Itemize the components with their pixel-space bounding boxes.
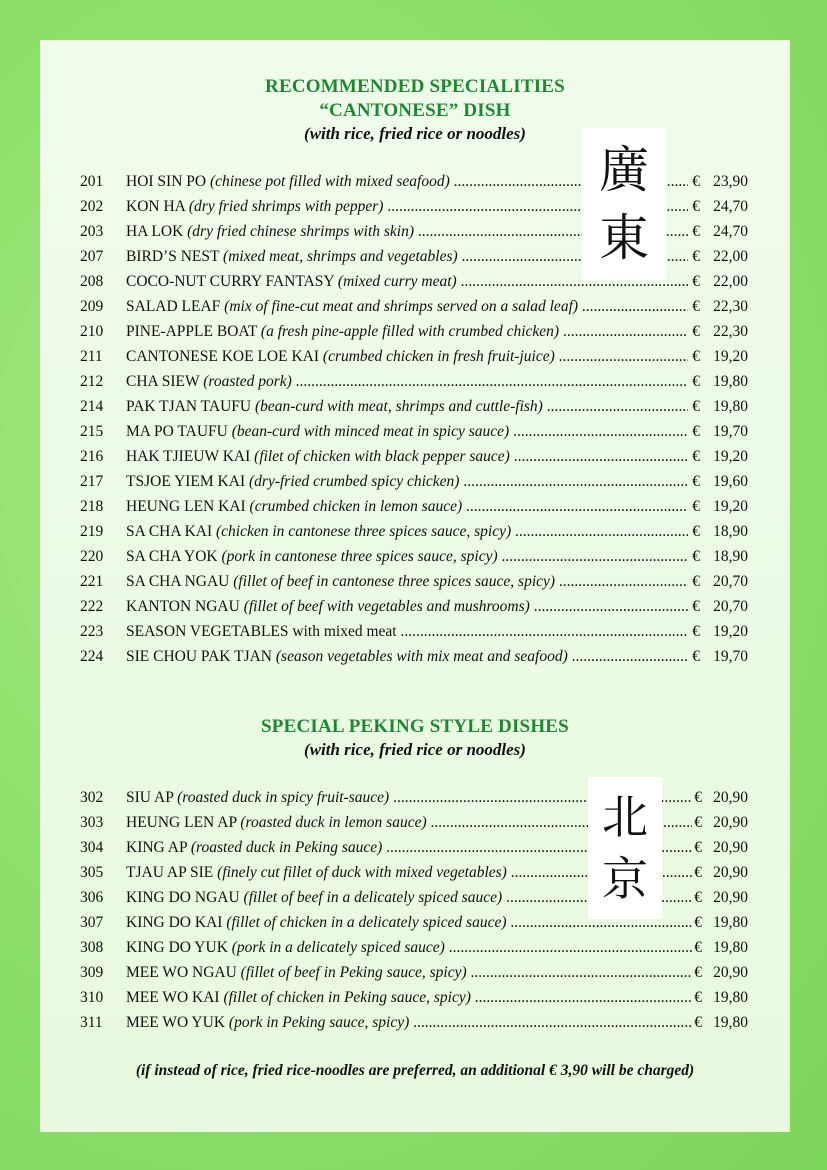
item-number: 305 (80, 864, 104, 881)
item-name: SIU AP (126, 789, 174, 806)
item-description: (dry fried shrimps with pepper) (188, 198, 384, 215)
item-price: 19,20 (713, 498, 748, 515)
menu-item-row (80, 423, 748, 445)
currency-symbol: € (692, 348, 700, 365)
item-line (126, 598, 688, 616)
item-price: 20,90 (713, 864, 748, 881)
chinese-char-bei: 北 (602, 790, 648, 844)
currency-symbol: € (692, 173, 700, 190)
item-line (126, 573, 688, 591)
item-price: 20,90 (713, 789, 748, 806)
item-description: (season vegetables with mix meat and seafood) (275, 648, 568, 665)
item-line (126, 423, 688, 441)
item-number: 223 (80, 623, 104, 640)
item-description: (mix of fine-cut meat and shrimps served on a salad leaf) (224, 298, 579, 315)
item-description: (pork in Peking sauce, spicy) (228, 1014, 410, 1031)
section1-title-line2: “CANTONESE” DISH (319, 100, 511, 121)
item-number: 211 (80, 348, 103, 365)
currency-symbol: € (692, 573, 700, 590)
item-description: (roasted duck in spicy fruit-sauce) (177, 789, 390, 806)
item-name: HOI SIN PO (126, 173, 207, 190)
menu-item-row (80, 523, 748, 545)
item-description: (roasted duck in Peking sauce) (190, 839, 383, 856)
currency-symbol: € (692, 448, 700, 465)
item-price: 22,30 (713, 298, 748, 315)
item-name: MEE WO NGAU (126, 964, 237, 981)
item-description: (chicken in cantonese three spices sauce, spicy) (216, 523, 512, 540)
item-number: 209 (80, 298, 104, 315)
item-number: 214 (80, 398, 104, 415)
item-description: (finely cut fillet of duck with mixed vegetables) (217, 864, 507, 881)
item-description: (fillet of chicken in a delicately spiced sauce) (226, 914, 507, 931)
item-name: MEE WO YUK (126, 1014, 226, 1031)
peking-chinese-characters (588, 777, 662, 919)
menu-item-row (80, 1014, 748, 1036)
item-name: HEUNG LEN AP (126, 814, 237, 831)
item-description: (roasted pork) (203, 373, 292, 390)
menu-item-row (80, 548, 748, 570)
menu-item-row (80, 498, 748, 520)
item-price: 19,20 (713, 623, 748, 640)
menu-item-row (80, 348, 748, 370)
item-line (126, 939, 692, 957)
item-line (126, 348, 688, 366)
item-number: 304 (80, 839, 104, 856)
item-price: 19,80 (713, 989, 748, 1006)
currency-symbol: € (694, 814, 702, 831)
item-description: (crumbed chicken in fresh fruit-juice) (322, 348, 555, 365)
currency-symbol: € (694, 889, 702, 906)
menu-item-row (80, 298, 748, 320)
item-number: 222 (80, 598, 104, 615)
item-number: 202 (80, 198, 104, 215)
item-line (126, 498, 688, 516)
item-line (126, 473, 688, 491)
item-number: 207 (80, 248, 104, 265)
item-name: KANTON NGAU (126, 598, 240, 615)
item-line (126, 623, 688, 641)
currency-symbol: € (692, 473, 700, 490)
item-line (126, 964, 692, 982)
item-number: 201 (80, 173, 104, 190)
item-line (126, 548, 688, 566)
item-line (126, 323, 688, 341)
item-number: 218 (80, 498, 104, 515)
item-price: 19,80 (713, 373, 748, 390)
section2-subtitle: (with rice, fried rice or noodles) (304, 740, 526, 759)
item-line (126, 448, 688, 466)
item-number: 310 (80, 989, 104, 1006)
item-name: KING DO NGAU (126, 889, 240, 906)
item-name: HEUNG LEN KAI (126, 498, 246, 515)
item-name: KON HA (126, 198, 185, 215)
item-number: 208 (80, 273, 104, 290)
item-price: 22,00 (713, 248, 748, 265)
item-name: KING DO YUK (126, 939, 228, 956)
item-description: (fillet of chicken in Peking sauce, spicy) (223, 989, 471, 1006)
menu-item-row (80, 473, 748, 495)
currency-symbol: € (692, 523, 700, 540)
item-price: 20,90 (713, 889, 748, 906)
item-number: 203 (80, 223, 104, 240)
item-number: 307 (80, 914, 104, 931)
currency-symbol: € (694, 864, 702, 881)
currency-symbol: € (694, 1014, 702, 1031)
item-description: (pork in a delicately spiced sauce) (231, 939, 445, 956)
currency-symbol: € (694, 939, 702, 956)
item-price: 19,80 (713, 939, 748, 956)
menu-item-row (80, 648, 748, 670)
item-description: (pork in cantonese three spices sauce, spicy) (221, 548, 498, 565)
currency-symbol: € (692, 298, 700, 315)
item-price: 24,70 (713, 198, 748, 215)
item-number: 309 (80, 964, 104, 981)
item-name: TJAU AP SIE (126, 864, 214, 881)
currency-symbol: € (692, 198, 700, 215)
item-number: 216 (80, 448, 104, 465)
item-number: 220 (80, 548, 104, 565)
currency-symbol: € (694, 839, 702, 856)
item-description: (crumbed chicken in lemon sauce) (249, 498, 463, 515)
item-number: 219 (80, 523, 104, 540)
section1-subtitle: (with rice, fried rice or noodles) (304, 124, 526, 143)
item-line (126, 523, 688, 541)
item-number: 212 (80, 373, 104, 390)
section1-title-line1: RECOMMENDED SPECIALITIES (265, 76, 565, 97)
currency-symbol: € (692, 623, 700, 640)
item-description: (fillet of beef in a delicately spiced sauce) (243, 889, 503, 906)
item-name: SEASON VEGETABLES with mixed meat (126, 623, 397, 640)
item-number: 210 (80, 323, 104, 340)
section2-title: SPECIAL PEKING STYLE DISHES (261, 716, 569, 737)
item-description: (fillet of beef in cantonese three spices sauce, spicy) (233, 573, 556, 590)
item-line (126, 989, 692, 1007)
currency-symbol: € (692, 648, 700, 665)
item-price: 19,80 (713, 1014, 748, 1031)
item-price: 19,20 (713, 448, 748, 465)
item-price: 23,90 (713, 173, 748, 190)
item-line (126, 648, 688, 666)
item-number: 311 (80, 1014, 103, 1031)
item-price: 20,90 (713, 964, 748, 981)
item-description: (bean-curd with meat, shrimps and cuttle-fish) (254, 398, 543, 415)
item-price: 20,90 (713, 839, 748, 856)
chinese-char-guang: 廣 (599, 141, 649, 199)
menu-item-row (80, 939, 748, 961)
item-name: SA CHA NGAU (126, 573, 230, 590)
item-name: TSJOE YIEM KAI (126, 473, 246, 490)
menu-item-row (80, 573, 748, 595)
menu-item-row (80, 598, 748, 620)
menu-item-row (80, 964, 748, 986)
item-name: BIRD’S NEST (126, 248, 220, 265)
chinese-char-dong: 東 (599, 209, 649, 267)
item-price: 18,90 (713, 523, 748, 540)
menu-item-row (80, 398, 748, 420)
item-number: 308 (80, 939, 104, 956)
item-name: CANTONESE KOE LOE KAI (126, 348, 320, 365)
currency-symbol: € (692, 398, 700, 415)
item-description: (dry fried chinese shrimps with skin) (187, 223, 415, 240)
item-name: PINE-APPLE BOAT (126, 323, 258, 340)
currency-symbol: € (692, 598, 700, 615)
item-name: CHA SIEW (126, 373, 200, 390)
currency-symbol: € (694, 964, 702, 981)
currency-symbol: € (694, 789, 702, 806)
item-price: 19,60 (713, 473, 748, 490)
menu-panel (40, 40, 790, 1132)
item-description: (mixed meat, shrimps and vegetables) (223, 248, 458, 265)
item-name: MEE WO KAI (126, 989, 220, 1006)
item-name: PAK TJAN TAUFU (126, 398, 252, 415)
item-description: (a fresh pine-apple filled with crumbed chicken) (260, 323, 560, 340)
item-name: SA CHA KAI (126, 523, 213, 540)
item-price: 20,70 (713, 573, 748, 590)
currency-symbol: € (692, 248, 700, 265)
item-line (126, 373, 688, 391)
item-price: 19,70 (713, 423, 748, 440)
footnote: (if instead of rice, fried rice-noodles are preferred, an additional € 3,90 will be charged) (135, 1062, 695, 1079)
item-description: (bean-curd with minced meat in spicy sauce) (231, 423, 510, 440)
currency-symbol: € (694, 914, 702, 931)
item-price: 20,70 (713, 598, 748, 615)
item-price: 22,00 (713, 273, 748, 290)
cantonese-chinese-characters (582, 128, 666, 280)
item-number: 217 (80, 473, 104, 490)
item-description: (mixed curry meat) (337, 273, 457, 290)
item-price: 19,80 (713, 398, 748, 415)
item-description: (dry-fried crumbed spicy chicken) (249, 473, 460, 490)
item-number: 221 (80, 573, 104, 590)
currency-symbol: € (692, 498, 700, 515)
item-name: HAK TJIEUW KAI (126, 448, 251, 465)
item-price: 18,90 (713, 548, 748, 565)
item-name: MA PO TAUFU (126, 423, 228, 440)
item-price: 19,80 (713, 914, 748, 931)
item-price: 19,70 (713, 648, 748, 665)
menu-item-row (80, 989, 748, 1011)
item-name: HA LOK (126, 223, 184, 240)
item-name: SIE CHOU PAK TJAN (126, 648, 272, 665)
currency-symbol: € (692, 223, 700, 240)
item-name: SA CHA YOK (126, 548, 218, 565)
item-number: 306 (80, 889, 104, 906)
item-line (126, 398, 688, 416)
item-price: 19,20 (713, 348, 748, 365)
item-description: (fillet of beef in Peking sauce, spicy) (240, 964, 467, 981)
currency-symbol: € (694, 989, 702, 1006)
item-description: (roasted duck in lemon sauce) (240, 814, 427, 831)
item-line (126, 1014, 692, 1032)
menu-item-row (80, 323, 748, 345)
item-price: 24,70 (713, 223, 748, 240)
currency-symbol: € (692, 273, 700, 290)
item-name: KING DO KAI (126, 914, 223, 931)
item-description: (fillet of beef with vegetables and mushrooms) (243, 598, 530, 615)
currency-symbol: € (692, 323, 700, 340)
item-name: COCO-NUT CURRY FANTASY (126, 273, 335, 290)
item-description: (filet of chicken with black pepper sauce) (254, 448, 510, 465)
item-description: (chinese pot filled with mixed seafood) (209, 173, 450, 190)
menu-item-row (80, 373, 748, 395)
item-name: SALAD LEAF (126, 298, 221, 315)
menu-item-row (80, 448, 748, 470)
currency-symbol: € (692, 373, 700, 390)
item-name: KING AP (126, 839, 188, 856)
currency-symbol: € (692, 548, 700, 565)
item-number: 303 (80, 814, 104, 831)
item-number: 224 (80, 648, 104, 665)
item-number: 302 (80, 789, 104, 806)
item-price: 20,90 (713, 814, 748, 831)
item-number: 215 (80, 423, 104, 440)
item-line (126, 298, 688, 316)
menu-item-row (80, 623, 748, 645)
chinese-char-jing: 京 (602, 852, 648, 906)
item-price: 22,30 (713, 323, 748, 340)
currency-symbol: € (692, 423, 700, 440)
